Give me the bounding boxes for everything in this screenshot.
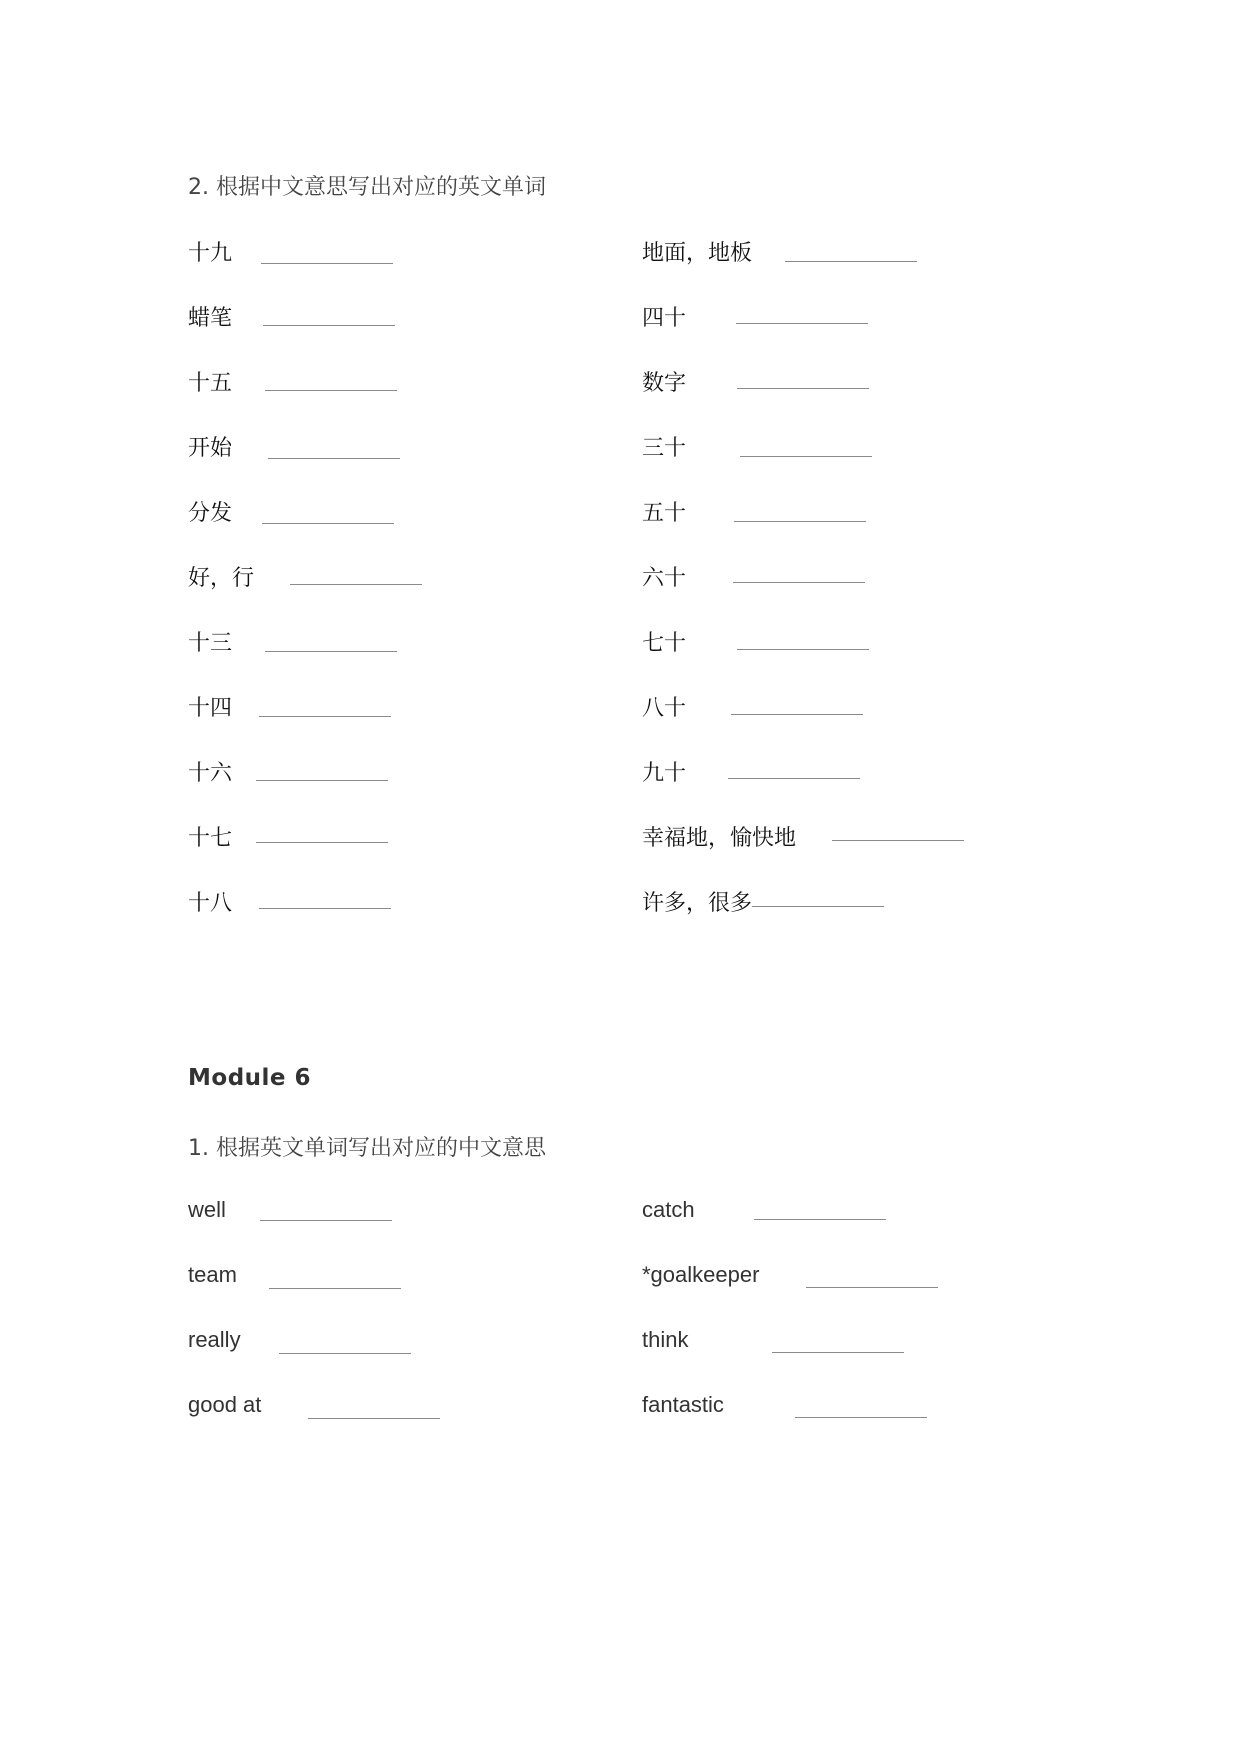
answer-blank[interactable] [262,523,394,524]
answer-blank[interactable] [731,714,863,715]
answer-blank[interactable] [728,778,860,779]
answer-blank[interactable] [734,521,866,522]
prompt-word: 三十 [642,436,687,461]
module-heading: Module 6 [188,1065,312,1091]
instruction-zh-to-en: 2. 根据中文意思写出对应的英文单词 [188,175,546,200]
prompt-word: fantastic [642,1392,724,1417]
answer-blank[interactable] [752,906,884,907]
prompt-word: 好，行 [188,566,255,591]
answer-blank[interactable] [265,390,397,391]
answer-blank[interactable] [259,908,391,909]
prompt-word: 十六 [188,761,233,786]
prompt-word: team [188,1262,237,1287]
answer-blank[interactable] [265,651,397,652]
prompt-word: 幸福地，愉快地 [642,826,797,851]
prompt-word: think [642,1327,689,1352]
prompt-word: 十九 [188,241,233,266]
prompt-word: catch [642,1197,695,1222]
answer-blank[interactable] [806,1287,938,1288]
prompt-word: 开始 [188,436,233,461]
answer-blank[interactable] [308,1418,440,1419]
prompt-word: 十三 [188,631,233,656]
answer-blank[interactable] [737,649,869,650]
answer-blank[interactable] [260,1220,392,1221]
answer-blank[interactable] [740,456,872,457]
answer-blank[interactable] [785,261,917,262]
answer-blank[interactable] [261,263,393,264]
prompt-word: 六十 [642,566,687,591]
prompt-word: 分发 [188,501,233,526]
prompt-word: 八十 [642,696,687,721]
prompt-word: 十八 [188,891,233,916]
prompt-word: 五十 [642,501,687,526]
prompt-word: 九十 [642,761,687,786]
answer-blank[interactable] [737,388,869,389]
answer-blank[interactable] [290,584,422,585]
answer-blank[interactable] [256,842,388,843]
answer-blank[interactable] [832,840,964,841]
prompt-word: 地面，地板 [642,241,753,266]
prompt-word: well [188,1197,226,1222]
answer-blank[interactable] [279,1353,411,1354]
prompt-word: 蜡笔 [188,306,233,331]
prompt-word: 四十 [642,306,687,331]
answer-blank[interactable] [736,323,868,324]
answer-blank[interactable] [256,780,388,781]
answer-blank[interactable] [754,1219,886,1220]
instruction-en-to-zh: 1. 根据英文单词写出对应的中文意思 [188,1136,546,1161]
prompt-word: *goalkeeper [642,1262,760,1287]
prompt-word: 十七 [188,826,233,851]
prompt-word: good at [188,1392,262,1417]
prompt-word: 十四 [188,696,233,721]
prompt-word: really [188,1327,241,1352]
prompt-word: 数字 [642,371,687,396]
answer-blank[interactable] [268,458,400,459]
answer-blank[interactable] [263,325,395,326]
prompt-word: 许多，很多 [642,891,753,916]
answer-blank[interactable] [795,1417,927,1418]
answer-blank[interactable] [269,1288,401,1289]
answer-blank[interactable] [772,1352,904,1353]
answer-blank[interactable] [259,716,391,717]
prompt-word: 七十 [642,631,687,656]
answer-blank[interactable] [733,582,865,583]
prompt-word: 十五 [188,371,233,396]
